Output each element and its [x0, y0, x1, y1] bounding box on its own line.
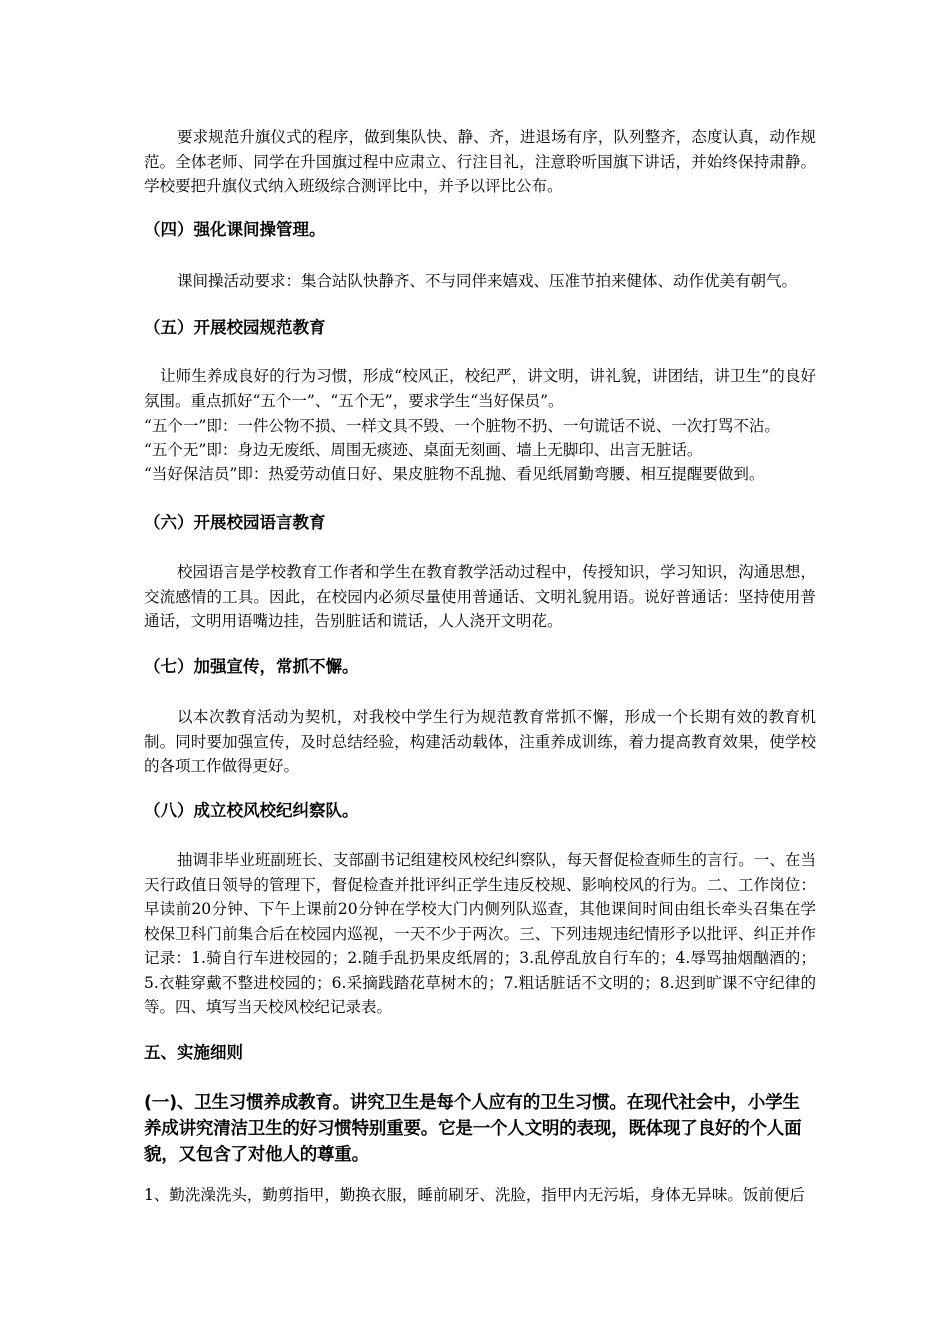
section-6-heading: （六）开展校园语言教育 [144, 513, 326, 532]
hygiene-item-1: 1、勤洗澡洗头，勤剪指甲，勤换衣服，睡前刷牙、洗脸，指甲内无污垢，身体无异味。饭前便后 [144, 1186, 805, 1204]
section-5-heading: （五）开展校园规范教育 [144, 318, 326, 337]
section-4-heading: （四）强化课间操管理。 [144, 220, 326, 239]
good-cleaner-line: “当好保洁员”即：热爱劳动值日好、果皮脏物不乱抛、看见纸屑勤弯腰、相互提醒要做到。 [144, 465, 765, 483]
section-8-paragraph: 抽调非毕业班副班长、支部副书记组建校风校纪纠察队，每天督促检查师生的言行。一、在当天行政值日领导的管理下，督促检查并批评纠正学生违反校规、影响校风的行为。二、工作岗位：早读前20分钟、下午上课前20分钟在学校大门内侧列队巡查，其他课间时间由组长牵头召集在学校保卫科门前集合后在校园内巡视，一天不少于两次。三、下列违规违纪情形予以批评、纠正并作记录：1.骑自行车进校园的；2.随手乱扔果皮纸屑的；3.乱停乱放自行车的；4.辱骂抽烟酗酒的；5.衣鞋穿戴不整进校园的；6.采摘践踏花草树木的；7.粗话脏话不文明的；8.迟到旷课不守纪律的等。四、填写当天校风校纪记录表。 [144, 851, 816, 1016]
section-7-heading: （七）加强宣传，常抓不懈。 [144, 657, 359, 676]
hygiene-habit-heading: (一)、卫生习惯养成教育。讲究卫生是每个人应有的卫生习惯。在现代社会中，小学生养成讲究清洁卫生的好习惯特别重要。它是一个人文明的表现，既体现了良好的个人面貌，又包含了对他人的尊重。 [144, 1093, 802, 1165]
five-one-line: “五个一”即：一件公物不损、一样文具不毁、一个脏物不扔、一句谎话不说、一次打骂不沾。 [144, 417, 780, 435]
five-none-line: “五个无”即：身边无废纸、周围无痰迹、桌面无刻画、墙上无脚印、出言无脏话。 [144, 441, 703, 459]
section-4-paragraph: 课间操活动要求：集合站队快静齐、不与同伴来嬉戏、压准节拍来健体、动作优美有朝气。 [177, 272, 798, 290]
section-8-heading: （八）成立校风校纪纠察队。 [144, 801, 359, 820]
part-5-heading: 五、实施细则 [144, 1043, 243, 1062]
flag-ceremony-paragraph: 要求规范升旗仪式的程序，做到集队快、静、齐，进退场有序，队列整齐，态度认真，动作规范。全体老师、同学在升国旗过程中应肃立、行注目礼，注意聆听国旗下讲话，并始终保持肃静。学校要把升旗仪式纳入班级综合测评比中，并予以评比公布。 [144, 128, 816, 195]
section-6-paragraph: 校园语言是学校教育工作者和学生在教育教学活动过程中，传授知识，学习知识，沟通思想，交流感情的工具。因此，在校园内必须尽量使用普通话、文明礼貌用语。说好普通话：坚持使用普通话，文明用语嘴边挂，告别脏话和谎话，人人浇开文明花。 [144, 563, 816, 630]
section-5-paragraph: 让师生养成良好的行为习惯，形成“校风正，校纪严，讲文明，讲礼貌，讲团结，讲卫生”的良好氛围。重点抓好“五个一”、“五个无”，要求学生“当好保员”。 [144, 367, 816, 410]
section-7-paragraph: 以本次教育活动为契机，对我校中学生行为规范教育常抓不懈，形成一个长期有效的教育机制。同时要加强宣传，及时总结经验，构建活动载体，注重养成训练，着力提高教育效果，使学校的各项工作做得更好。 [144, 708, 816, 775]
